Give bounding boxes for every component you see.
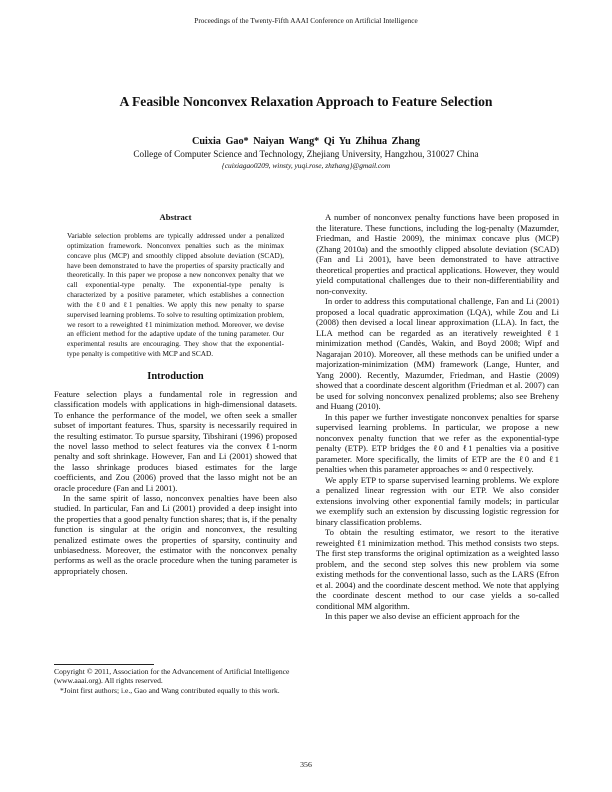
affiliation: College of Computer Science and Technology, Zhejiang University, Hangzhou, 310027 China [133, 149, 479, 159]
introduction-heading: Introduction [147, 370, 204, 382]
right-paragraph-3: In this paper we further investigate nonconvex penalties for sparse supervised learning problems. In particular, we propose a new nonconvex penalty function that we refer as the exponential-type penalty (ETP). ETP bridges the ℓ0 and ℓ1 penalties via a positive parameter. More specifically, the limits of ETP are the ℓ0 and ℓ1 penalties when this parameter approaches ∞ and 0 respectively. [316, 411, 559, 474]
footnote-rule [54, 664, 154, 665]
paper-title: A Feasible Nonconvex Relaxation Approach to Feature Selection [119, 94, 493, 109]
left-column [54, 212, 297, 576]
right-column [316, 212, 559, 622]
copyright-notice: Copyright © 2011, Association for the Advancement of Artificial Intelligence (www.aaai.org). All rights reserved. [54, 667, 290, 686]
intro-paragraph-1: Feature selection plays a fundamental role in regression and classification models with applications in high-dimensional datasets. To enhance the performance of the model, we often seek a smaller subset of important features. Thus, sparsity is necessarily required in the resulting estimator. To pursue sparsity, Tibshirani (1996) proposed the novel lasso method to select features via the convex ℓ1-norm penalty and soft shrinkage. However, Fan and Li (2001) showed that the lasso shrinkage produces biased estimates for the large coefficients, and Zou (2006) proved that the lasso might not be an oracle procedure (Fan and Li 2001). [54, 388, 297, 493]
authors: Cuixia Gao* Naiyan Wang* Qi Yu Zhihua Zhang [192, 136, 420, 147]
abstract-heading: Abstract [159, 212, 192, 222]
right-paragraph-2: In order to address this computational challenge, Fan and Li (2001) proposed a local quadratic approximation (LQA), while Zou and Li (2008) then devised a local linear approximation (LLA). In fact, the LLA method can be regarded as an iteratively reweighted ℓ1 minimization method (Candès, Wakin, and Boyd 2008; Wipf and Nagarajan 2010). Moreover, all these methods can be unified under a majorization-minimization (MM) framework (Lange, Hunter, and Yang 2000). Recently, Mazumder, Friedman, and Hastie (2009) showed that a coordinate descent algorithm (Friedman et al. 2007) can be used for solving nonconvex penalized problems; also see Breheny and Huang (2010). [316, 296, 559, 411]
intro-paragraph-2: In the same spirit of lasso, nonconvex penalties have been also studied. In particular, Fan and Li (2001) provided a deep insight into the properties that a good penalty function shares; that is, if the penalty function is singular at the origin and nonconvex, the resulting penalized estimate owes the properties of sparsity, continuity and unbiasedness. Moreover, the estimator with the nonconvex penalty performs as well as the oracle procedure when the tuning parameter is appropriately chosen. [54, 493, 297, 576]
running-head: Proceedings of the Twenty-Fifth AAAI Conference on Artificial Intelligence [194, 17, 418, 25]
abstract-body: Variable selection problems are typically addressed under a penalized optimization framework. Nonconvex penalties such as the minimax concave plus (MCP) and smoothly clipped absolute deviation (SCAD), have been demonstrated to have the properties of sparsity practically and theoretically. In this paper we propose a new nonconvex penalty that we call exponential-type penalty. The exponential-type penalty is characterized by a positive parameter, which establishes a connection with the ℓ0 and ℓ1 penalties. We apply this new penalty to sparse supervised learning problems. To solve to resulting optimization problem, we resort to a reweighted ℓ1 minimization method. Moreover, we devise an efficient method for the adaptive update of the tuning parameter. Our experimental results are encouraging. They show that the exponential-type penalty is competitive with MCP and SCAD. [67, 231, 284, 359]
page-number: 356 [300, 760, 312, 769]
joint-authors-note: *Joint first authors; i.e., Gao and Wang contributed equally to this work. [60, 685, 280, 695]
right-paragraph-6: In this paper we also devise an efficient approach for the [325, 611, 520, 621]
right-paragraph-1: A number of nonconvex penalty functions have been proposed in the literature. These functions, including the log-penalty (Mazumder, Friedman, and Hastie 2009), the minimax concave plus (MCP) (Zhang 2010a) and the smoothly clipped absolute deviation (SCAD) (Fan and Li 2001), have been demonstrated to have attractive theoretical properties and practical applications. However, they would yield computational challenges due to their non-differentiability and non-convexity. [316, 212, 559, 296]
right-paragraph-5: To obtain the resulting estimator, we resort to the iterative reweighted ℓ1 minimization method. This method consists two steps. The first step transforms the original optimization as a weighted lasso problem, and the second step solves this new problem via some existing methods for the conventional lasso, such as the LARS (Efron et al. 2004) and the coordinate descent method. We note that applying the coordinate descent method to our case yields a so-called conditional MM algorithm. [316, 527, 559, 611]
right-paragraph-4: We apply ETP to sparse supervised learning problems. We explore a penalized linear regression with our ETP. We also consider extensions involving other exponential family models; in particular we exemplify such an extension by discussing logistic regression for binary classification problems. [316, 474, 559, 527]
author-emails: {cuixiagao0209, winsty, yuqi.rose, zhzhang}@gmail.com [221, 161, 391, 170]
footnote [54, 667, 297, 695]
